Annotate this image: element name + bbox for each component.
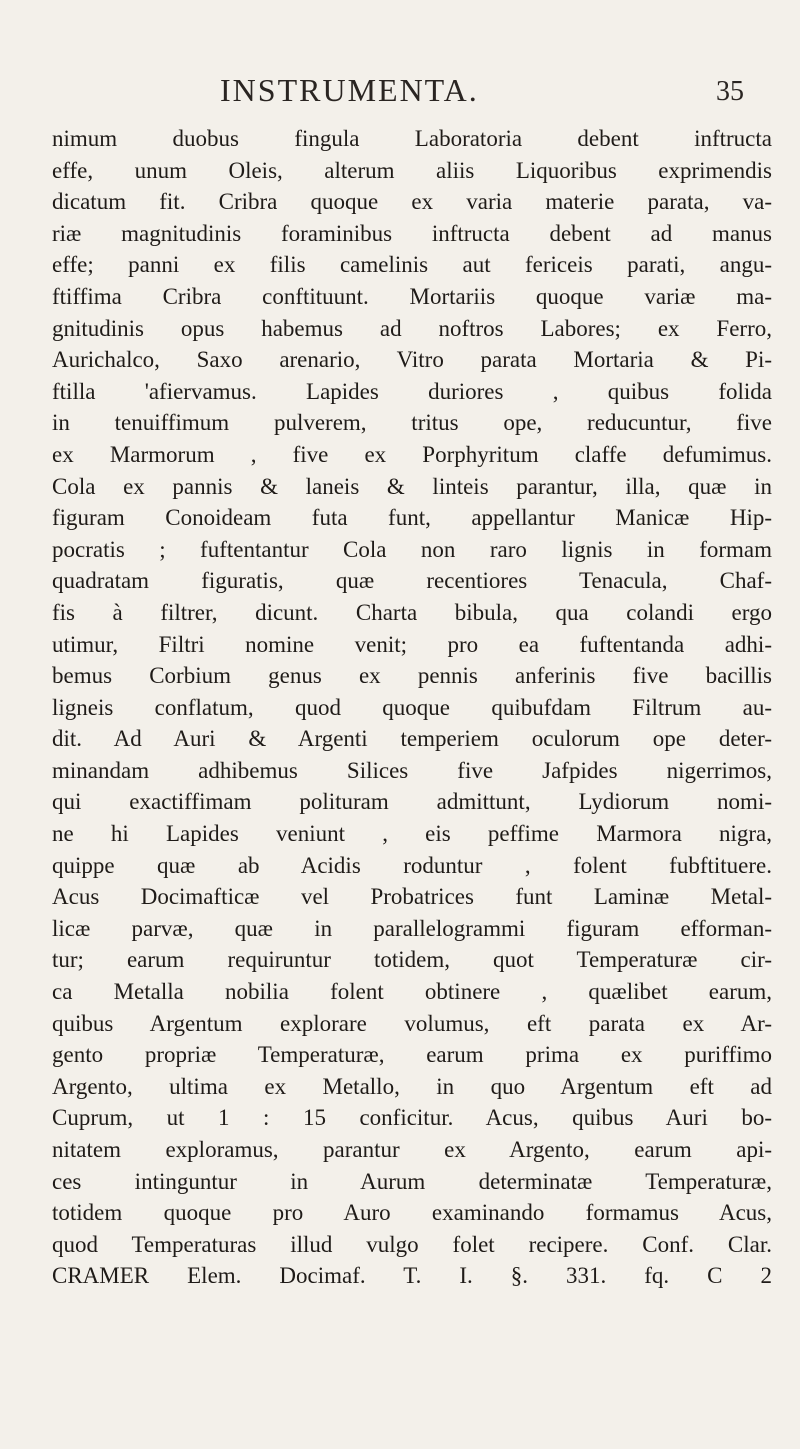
page-number: 35 xyxy=(716,76,744,107)
text-line: quibus Argentum explorare volumus, eft parata ex Ar- xyxy=(52,1010,772,1036)
text-line: dit. Ad Auri & Argenti temperiem oculorum ope deter- xyxy=(52,726,772,752)
text-line: Acus Docimafticæ vel Probatrices funt Laminæ Metal- xyxy=(52,884,772,910)
text-line: CRAMER Elem. Docimaf. T. I. §. 331. fq. C 2 xyxy=(52,1263,772,1289)
text-line: totidem quoque pro Auro examinando formamus Acus, xyxy=(52,1200,772,1226)
text-line: dicatum fit. Cribra quoque ex varia materie parata, va- xyxy=(52,189,772,215)
text-line: ftiffima Cribra conftituunt. Mortariis quoque variæ ma- xyxy=(52,283,772,309)
text-line: bemus Corbium genus ex pennis anferinis five bacillis xyxy=(52,663,772,689)
text-line: fis à filtrer, dicunt. Charta bibula, qua colandi ergo xyxy=(52,599,772,625)
text-line: quadratam figuratis, quæ recentiores Tenacula, Chaf- xyxy=(52,568,772,594)
text-line: effe, unum Oleis, alterum aliis Liquoribus exprimendis xyxy=(52,157,772,183)
body-text xyxy=(52,123,772,1292)
text-line: quod Temperaturas illud vulgo folet recipere. Conf. Clar. xyxy=(52,1231,772,1257)
text-line: ces intinguntur in Aurum determinatæ Temperaturæ, xyxy=(52,1168,772,1194)
text-line: ne hi Lapides veniunt , eis peffime Marmora nigra, xyxy=(52,821,772,847)
text-line: Cola ex pannis & laneis & linteis parantur, illa, quæ in xyxy=(52,473,772,499)
text-line: qui exactiffimam polituram admittunt, Lydiorum nomi- xyxy=(52,789,772,815)
text-line: gento propriæ Temperaturæ, earum prima ex puriffimo xyxy=(52,1042,772,1068)
text-line: Aurichalco, Saxo arenario, Vitro parata Mortaria & Pi- xyxy=(52,347,772,373)
running-title: INSTRUMENTA. xyxy=(220,72,479,108)
text-line: gnitudinis opus habemus ad noftros Labores; ex Ferro, xyxy=(52,315,772,341)
text-line: nimum duobus fingula Laboratoria debent inftructa xyxy=(52,126,772,151)
text-line: figuram Conoideam futa funt, appellantur Manicæ Hip- xyxy=(52,505,772,531)
text-line: effe; panni ex filis camelinis aut fericeis parati, angu- xyxy=(52,252,772,278)
text-line: Cuprum, ut 1 : 15 conficitur. Acus, quibus Auri bo- xyxy=(52,1105,772,1131)
text-line: in tenuiffimum pulverem, tritus ope, reducuntur, five xyxy=(52,410,772,436)
text-line: ligneis conflatum, quod quoque quibufdam Filtrum au- xyxy=(52,694,772,720)
text-line: tur; earum requiruntur totidem, quot Temperaturæ cir- xyxy=(52,947,772,973)
text-line: minandam adhibemus Silices five Jafpides nigerrimos, xyxy=(52,757,772,783)
text-line: quippe quæ ab Acidis roduntur , folent fubftituere. xyxy=(52,852,772,878)
text-line: pocratis ; fuftentantur Cola non raro lignis in formam xyxy=(52,536,772,562)
text-line: riæ magnitudinis foraminibus inftructa debent ad manus xyxy=(52,220,772,246)
text-line: Argento, ultima ex Metallo, in quo Argentum eft ad xyxy=(52,1073,772,1099)
text-line: licæ parvæ, quæ in parallelogrammi figuram efforman- xyxy=(52,915,772,941)
text-line: utimur, Filtri nomine venit; pro ea fuftentanda adhi- xyxy=(52,631,772,657)
text-line: ex Marmorum , five ex Porphyritum claffe defumimus. xyxy=(52,441,772,467)
text-line: ftilla 'afiervamus. Lapides duriores , quibus folida xyxy=(52,378,772,404)
page-header xyxy=(0,72,800,112)
text-line: nitatem exploramus, parantur ex Argento, earum api- xyxy=(52,1137,772,1162)
text-line: ca Metalla nobilia folent obtinere , quælibet earum, xyxy=(52,979,772,1005)
